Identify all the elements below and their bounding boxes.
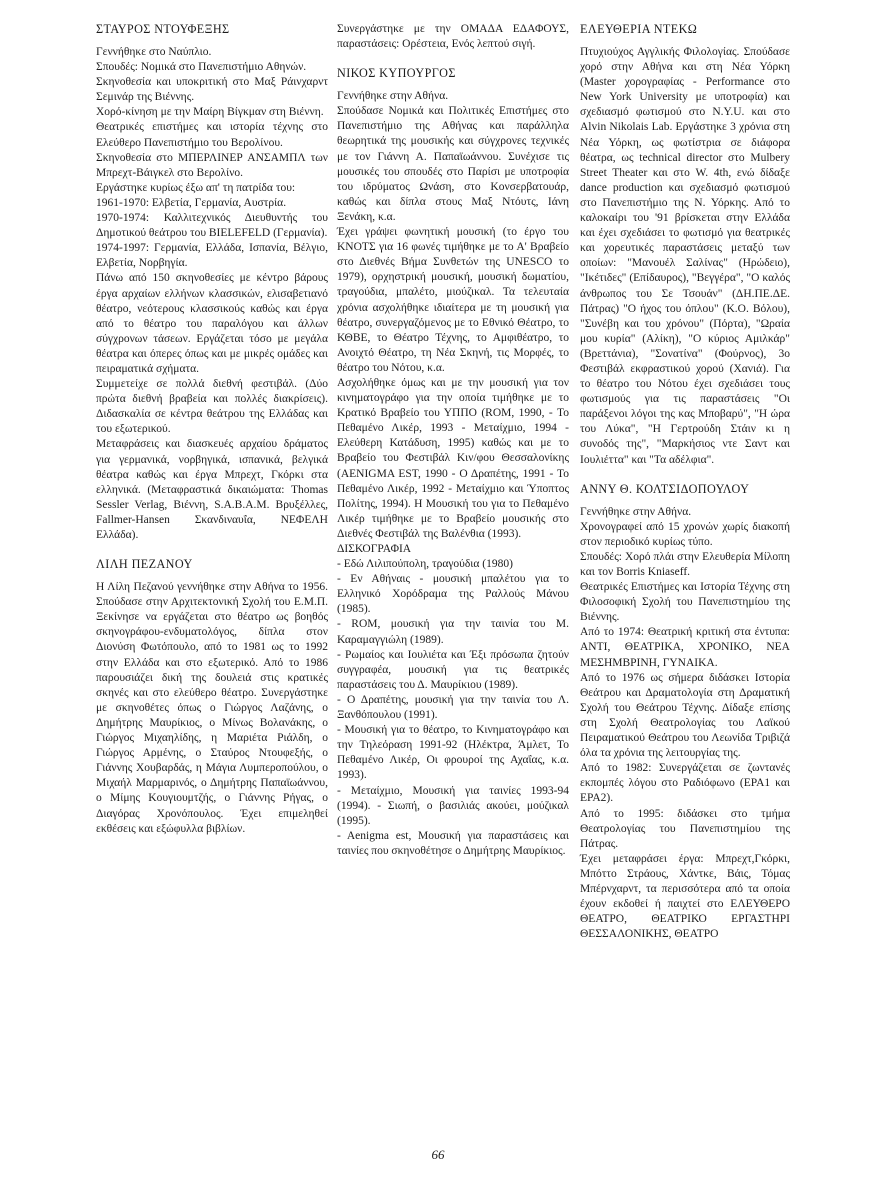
bio-paragraph: Έχει μεταφράσει έργα: Μπρεχτ,Γκόρκι, Μπόττο Στράους, Χάντκε, Βάις, Τόμας Μπέρνχαρντ, τα περισσότερα από τα οποία έχουν εκδοθεί ή παιχτεί στο ΕΛΕΥΘΕΡΟ ΘΕΑΤΡΟ, ΘΕΑΤΡΙΚΟ ΕΡΓΑΣΤΗΡΙ ΘΕΣΣΑΛΟΝΙΚΗΣ, ΘΕΑΤΡΟ bbox=[580, 852, 790, 941]
discography-item: - ROM, μουσική για την ταινία του Μ. Καραμαγγιώλη (1989). bbox=[337, 618, 569, 646]
bio-paragraph: Από το 1976 ως σήμερα διδάσκει Ιστορία Θεάτρου και Δραματολογία στη Δραματική Σχολή του Θεάτρου Τέχνης. Δίδαξε επίσης στη Σχολή Θεατρολογίας του Λαϊκού Πειραματικού Θεάτρου του Λεωνίδα Τριβιζά όλα τα χρόνια της λειτουργίας της. bbox=[580, 671, 790, 760]
bio-paragraph: Συνεργάστηκε με την ΟΜΑΔΑ ΕΔΑΦΟΥΣ, παραστάσεις: Ορέστεια, Ενός λεπτού σιγή. bbox=[337, 23, 569, 51]
bio-paragraph: Η Λίλη Πεζανού γεννήθηκε στην Αθήνα το 1956. Σπούδασε στην Αρχιτεκτονική Σχολή του Ε.Μ.Π. Ξεκίνησε να εργάζεται στο θέατρο ως βοηθός σκηνογράφου-ενδυματολόγος, δίπλα στον Διονύση Φωτόπουλο, από το 1981 ως το 1992 στην Ελλάδα και στο εξωτερικό. Από το 1986 παρουσιάζει δική της δουλειά στις κρατικές σκηνές και στο ελεύθερο θέατρο. Συνεργάστηκε με σκηνοθέτες όπως ο Γιώργος Λαζάνης, ο Δημήτρης Μαυρίκιος, ο Μίνως Βολανάκης, ο Γιώργος Μιχαηλίδης, η Μαριέτα Ριάλδη, ο Γιώργος Αρμένης, ο Σταύρος Ντουφεξής, ο Γιάννης Χουβαρδάς, η Μάγια Λυμπεροπούλου, ο Μιχαήλ Μαρμαρινός, ο Δημήτρης Παπαϊωάννου, ο Μίμης Κουγιουμτζής, ο Γιάννης Ρήγας, ο Διαγόρας Χρονόπουλος. Έχει επιμεληθεί εκθέσεις και εξώφυλλα βιβλίων. bbox=[96, 581, 328, 835]
page-number: 66 bbox=[431, 1147, 445, 1162]
bio-paragraph: Σκηνοθεσία στο ΜΠΕΡΛΙΝΕΡ ΑΝΣΑΜΠΛ των Μπρεχτ-Βάιγκελ στο Βερολίνο. bbox=[96, 151, 328, 179]
bio-paragraph: Πτυχιούχος Αγγλικής Φιλολογίας. Σπούδασε χορό στην Αθήνα και στη Νέα Υόρκη (Master χορογραφίας - Performance στο New York University με υποτροφία) και σχεδιασμό φωτισμού στο N.Y.U. και στο Alvin Nikolais Lab. Εργάστηκε 3 χρόνια στη Νέα Υόρκη, ως φωτίστρια σε διάφορα θέατρα, ως technical director στο Mulbery Street Theater και στο W. 4th, ενώ δίδαξε dance production και σχεδιασμό φωτισμού στο Πανεπιστήμιο της Ν. Υόρκης. Από το καλοκαίρι του '91 βρίσκεται στην Ελλάδα και έχει σχεδιάσει το φωτισμό για θεατρικές και χορευτικές παραστάσεις μεταξύ των οποίων: "Μανουέλ Σαλίνας" (Ηρώδειο), "Ικέτιδες" (Επίδαυρος), "Βεγγέρα", "Ο καλός άνθρωπος του Σε Τσουάν" (ΔΗ.ΠΕ.ΔΕ. Πάτρας) "Ο ήχος του όπλου" (Κ.Ο. Βόλου), "Συνέβη και του χρόνου" (Πόρτα), "Ωραία μου κυρία" (Αλίκη), "Ο κύριος Αμιλκάρ" (Βρεττάνια), "Σονατίνα" (Φούρνος), 3ο Φεστιβάλ εκφραστικού χορού (Χανιά). Για το θέατρο του Νότου έχει σχεδιάσει τους φωτισμούς για τις παραστάσεις "Οι παράξενοι λόγοι της κας Μποβαρύ", "Η ώρα του Λύκα", "Η Γερτρούδη Στάιν κι η συνοδός της", "Μαρκήσιος ντε Σαντ και Ιουλιέττα" και "Τα αδέλφια". bbox=[580, 46, 790, 466]
bio-paragraph: Σπουδές: Νομικά στο Πανεπιστήμιο Αθηνών. bbox=[96, 61, 307, 74]
bio-paragraph: Θεατρικές Επιστήμες και Ιστορία Τέχνης στη Φιλοσοφική Σχολή του Πανεπιστημίου της Βιέννης. bbox=[580, 581, 790, 624]
bio-paragraph: Από το 1974: Θεατρική κριτική στα έντυπα: ΑΝΤΙ, ΘΕΑΤΡΙΚΑ, ΧΡΟΝΙΚΟ, ΝΕΑ ΜΕΣΗΜΒΡΙΝΗ, ΓΥΝΑΙΚΑ. bbox=[580, 626, 790, 669]
bio-heading-eleftheria-nteko: ΕΛΕΥΘΕΡΙΑ ΝΤΕΚΩ bbox=[580, 22, 698, 36]
bio-paragraph: Γεννήθηκε στο Ναύπλιο. bbox=[96, 46, 212, 58]
bio-paragraph: Από το 1995: διδάσκει στο τμήμα Θεατρολογίας του Πανεπιστημίου της Πάτρας. bbox=[580, 807, 790, 850]
bio-paragraph: Σκηνοθεσία και υποκριτική στο Μαξ Ράινχαρντ Σεμινάρ της Βιέννης. bbox=[96, 76, 328, 104]
discography-item: - Ρωμαίος και Ιουλιέτα και Έξι πρόσωπα ζητούν συγγραφέα, μουσική για τις θεατρικές παραστάσεις του Δ. Μαυρίκιου (1989). bbox=[337, 648, 569, 691]
bio-heading-anny-koltsidopoulou: ΑΝΝΥ Θ. ΚΟΛΤΣΙΔΟΠΟΥΛΟΥ bbox=[580, 481, 750, 496]
bio-paragraph: Συμμετείχε σε πολλά διεθνή φεστιβάλ. (Δύο πρώτα διεθνή βραβεία και πολλές διακρίσεις). Διδασκαλία σε κέντρα θεάτρου της Ελλάδας και του εξωτερικού. bbox=[96, 378, 328, 436]
bio-paragraph: 1961-1970: Ελβετία, Γερμανία, Αυστρία. bbox=[96, 196, 287, 209]
bio-heading-lili-pezanou: ΛΙΛΗ ΠΕΖΑΝΟΥ bbox=[96, 557, 193, 572]
bio-paragraph: Από το 1982: Συνεργάζεται σε ζωντανές εκπομπές λόγου στο Ραδιόφωνο (ΕΡΑ1 και ΕΡΑ2). bbox=[580, 762, 790, 805]
bio-paragraph: Γεννήθηκε στην Αθήνα. bbox=[337, 90, 449, 103]
discography-item: - Εν Αθήναις - μουσική μπαλέτου για το Ελληνικό Χορόδραμα της Ραλλούς Μάνου (1985). bbox=[337, 573, 569, 616]
bio-paragraph: Γεννήθηκε στην Αθήνα. bbox=[580, 505, 692, 518]
discography-heading: ΔΙΣΚΟΓΡΑΦΙΑ bbox=[337, 543, 412, 555]
bio-paragraph: Θεατρικές επιστήμες και ιστορία τέχνης στο Ελεύθερο Πανεπιστήμιο του Βερολίνου. bbox=[96, 121, 328, 149]
bio-paragraph: Χορό-κίνηση με την Μαίρη Βίγκμαν στη Βιέννη. bbox=[96, 106, 324, 119]
bio-heading-nikos-kypourgos: ΝΙΚΟΣ ΚΥΠΟΥΡΓΟΣ bbox=[337, 66, 456, 81]
discography-item: - Μεταίχμιο, Μουσική για ταινίες 1993-94 (1994). - Σιωπή, ο βασιλιάς ακούει, μούζικαλ (1995). bbox=[337, 784, 569, 827]
bio-paragraph: Σπουδές: Χορό πλάι στην Ελευθερία Μίλοπη και τον Borris Kniaseff. bbox=[580, 550, 790, 578]
discography-item: - Μουσική για το θέατρο, το Κινηματογράφο και την Τηλεόραση 1991-92 (Ηλέκτρα, Άμλετ, Το Πεθαμένο Λικέρ, Οι φρουροί της Αχαΐας, κ.α. 1993). bbox=[337, 724, 569, 782]
column-2 bbox=[337, 22, 569, 859]
column-3 bbox=[580, 22, 790, 942]
bio-paragraph: Μεταφράσεις και διασκευές αρχαίου δράματος για γερμανικά, νορβηγικά, ισπανικά, βελγικά θέατρα καθώς και έργα Μπρεχτ, Γκόρκι στα ελληνικά. (Μεταφραστικά δικαιώματα: Thomas Sessler Verlag, Βιέννη, S.A.B.A.M. Βρυξέλλες, Fallmer-Hansen Σκανδιναυΐα, ΝΕΦΕΛΗ Ελλάδα). bbox=[96, 438, 328, 541]
discography-item: - Aenigma est, Μουσική για παραστάσεις και ταινίες που σκηνοθέτησε ο Δημήτρης Μαυρίκιος. bbox=[337, 829, 569, 857]
bio-paragraph: 1970-1974: Καλλιτεχνικός Διευθυντής του Δημοτικού θεάτρου του BIELEFELD (Γερμανία). bbox=[96, 212, 328, 240]
bio-paragraph: Πάνω από 150 σκηνοθεσίες με κέντρο βάρους έργα αρχαίων ελλήνων κλασσικών, ελισαβετιανό θέατρο, νεότερους κλασσικούς καθώς και έργα από το θέατρο του παραλόγου και άλλων σύγχρονων τάσεων. Εργάζεται τόσο με μεγάλα θέατρα και όπερες όπως και με μικρές ομάδες και πειραματικά σχήματα. bbox=[96, 272, 328, 375]
bio-paragraph: 1974-1997: Γερμανία, Ελλάδα, Ισπανία, Βέλγιο, Ελβετία, Νορβηγία. bbox=[96, 242, 328, 270]
bio-paragraph: Έχει γράψει φωνητική μουσική (το έργο του ΚΝΟΤΣ για 16 φωνές τιμήθηκε με το Α' Βραβείο στο Διεθνές Βήμα Συνθετών της UNESCO το 1979), ορχηστρική μουσική, μουσική δωματίου, τραγούδια, μπαλέτο, μιούζικαλ. Τα τελευταία χρόνια ασχολήθηκε ιδιαίτερα με τη μουσική για θέατρο, συνεργαζόμενος με το Εθνικό Θέατρο, το ΚΘΒΕ, το Θέατρο Τέχνης, το Αμφιθέατρο, το Ανοιχτό Θέατρο, τη Νέα Σκηνή, τις Μορφές, το θέατρο του Νότου, κ.α. bbox=[337, 226, 569, 374]
column-1 bbox=[96, 22, 328, 837]
bio-paragraph: Ασχολήθηκε όμως και με την μουσική για τον κινηματογράφο για την οποία τιμήθηκε με το Κρατικό Βραβείο του ΥΠΠΟ (ROM, 1990, - Το Πεθαμένο Λικέρ, 1993 - Μεταίχμιο, 1994 - Ελεύθερη Κατάδυση, 1995) καθώς και με το Βραβείο του Φεστιβάλ Κιν/φου Θεσσαλονίκης (AENIGMA EST, 1990 - Ο Δραπέτης, 1991 - Το Πεθαμένο Λικέρ, 1992 - Μεταίχμιο και Ύποπτος Πολίτης, 1994). Η Μουσική του για το Πεθαμένο Λικέρ τιμήθηκε με το Βραβείο μουσικής στο Διεθνές Φεστιβάλ της Βαλένθια (1993). bbox=[337, 376, 569, 540]
bio-paragraph: Εργάστηκε κυρίως έξω απ' τη πατρίδα του: bbox=[96, 181, 296, 194]
bio-paragraph: Χρονογραφεί από 15 χρονών χωρίς διακοπή στον περιοδικό κυρίως τύπο. bbox=[580, 520, 790, 548]
discography-item: - Ο Δραπέτης, μουσική για την ταινία του Λ. Ξανθόπουλου (1991). bbox=[337, 693, 569, 722]
bio-heading-stavros-ntoufexis: ΣΤΑΥΡΟΣ ΝΤΟΥΦΕΞΗΣ bbox=[96, 22, 230, 36]
discography-item: - Εδώ Λιλιπούπολη, τραγούδια (1980) bbox=[337, 558, 513, 571]
bio-paragraph: Σπούδασε Νομικά και Πολιτικές Επιστήμες στο Πανεπιστήμιο της Αθήνας και παράλληλα θεωρητικά της μουσικής και σύγχρονες τεχνικές με τον Γιάννη Α. Παπαϊωάννου. Συνέχισε τις μουσικές του σπουδές στο Παρίσι με υποτροφία του ιδρύματος Ωνάση, στο Κονσερβατουάρ, καθώς και δίπλα στους Μαξ Ντόυτς, Ιάνη Ξενάκη, κ.α. bbox=[337, 105, 569, 223]
